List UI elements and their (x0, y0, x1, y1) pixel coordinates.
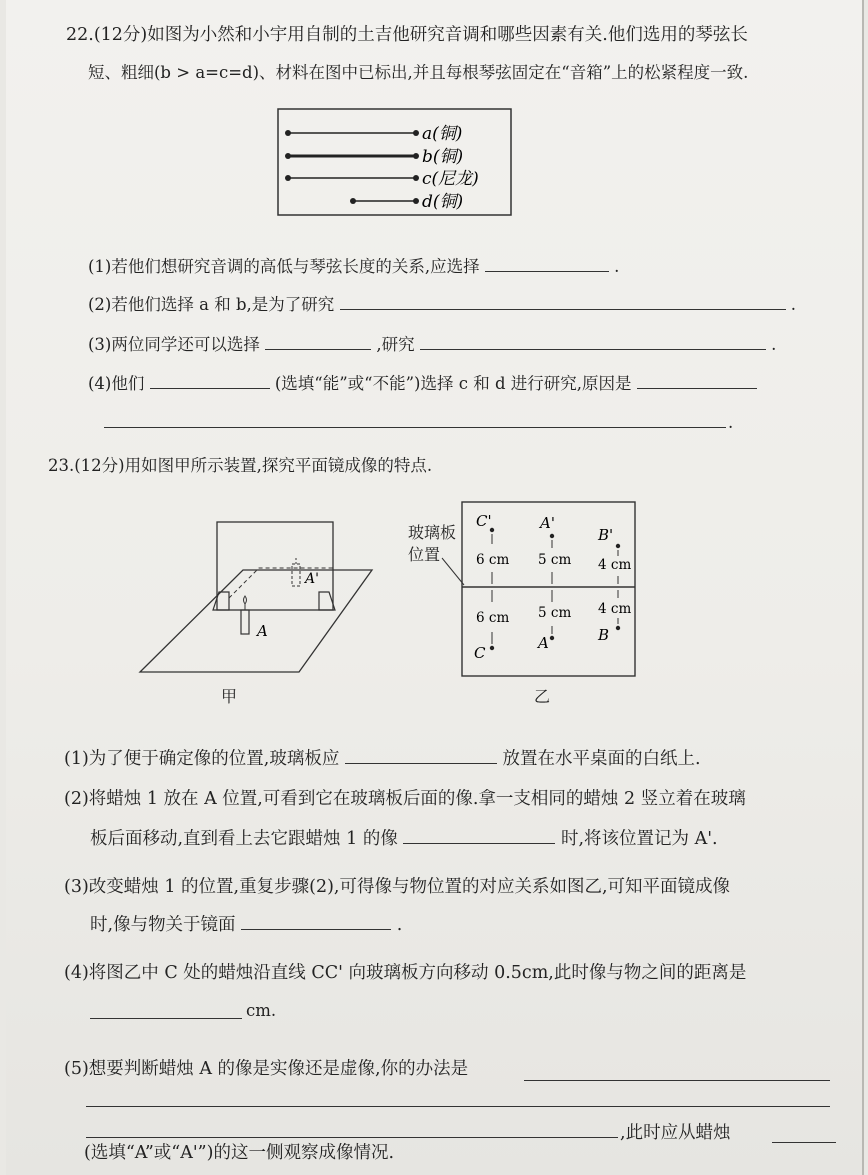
q23-sub5-line3-right: ,此时应从蜡烛 (620, 1123, 731, 1143)
q23-sub2-line1: (2)将蜡烛 1 放在 A 位置,可看到它在玻璃板后面的像.拿一支相同的蜡烛 2 竖立着在玻璃 (64, 789, 746, 809)
q23-sub1: (1)为了便于确定像的位置,玻璃板应 放置在水平桌面的白纸上. (64, 749, 701, 769)
yi-label-A: A (538, 634, 549, 652)
glass-label-2: 位置 (408, 545, 441, 564)
yi-dist-top-a: 5 cm (538, 552, 572, 568)
q22-sub2-blank[interactable] (340, 295, 786, 310)
q22-sub2: (2)若他们选择 a 和 b,是为了研究 . (88, 295, 797, 314)
q23-sub5-line3-left: (选填“A”或“A'”)的这一侧观察成像情况. (84, 1143, 395, 1163)
q22-sub4: (4)他们 (选填“能”或“不能”)选择 c 和 d 进行研究,原因是 (88, 373, 757, 395)
yi-label-A-prime: A' (540, 514, 555, 532)
q23-sub5-blank-4[interactable] (772, 1142, 836, 1143)
q22-sub3-blank-2[interactable] (420, 335, 766, 350)
yi-dist-top-c: 6 cm (476, 552, 510, 568)
q22-sub4-blank-1[interactable] (150, 374, 270, 389)
jia-label-A-prime: A' (305, 571, 319, 587)
q22-sub4-blank-2[interactable] (637, 374, 757, 389)
yi-dist-bottom-a: 5 cm (538, 605, 572, 621)
q22-sub3: (3)两位同学还可以选择 ,研究 . (88, 335, 777, 354)
q23-sub5-blank-3[interactable] (86, 1137, 618, 1138)
string-a-label: a(铜) (422, 124, 463, 144)
yi-label-B-prime: B' (598, 526, 614, 544)
q23-sub5-blank-2[interactable] (86, 1106, 830, 1107)
q23-sub5-blank-1[interactable] (524, 1080, 830, 1081)
q23-sub3-line2: 时,像与物关于镜面 . (90, 915, 403, 935)
q22-header: 22.(12分)如图为小然和小宇用自制的土吉他研究音调和哪些因素有关.他们选用的琴弦长 (66, 25, 748, 45)
q22-sub3-blank-1[interactable] (265, 335, 371, 350)
guitar-figure (270, 105, 520, 220)
q23-sub4-unit: cm. (246, 1001, 277, 1020)
yi-dist-top-b: 4 cm (598, 557, 632, 573)
figure-yi-caption: 乙 (534, 687, 551, 706)
yi-dist-bottom-c: 6 cm (476, 610, 510, 626)
figure-yi (440, 498, 645, 680)
glass-label-1: 玻璃板 (408, 523, 457, 542)
string-d-label: d(铜) (422, 192, 464, 212)
q23-sub3-line1: (3)改变蜡烛 1 的位置,重复步骤(2),可得像与物位置的对应关系如图乙,可知平面镜成像 (64, 877, 731, 897)
q23-header: 23.(12分)用如图甲所示装置,探究平面镜成像的特点. (48, 456, 433, 475)
q22-sub1: (1)若他们想研究音调的高低与琴弦长度的关系,应选择 . (88, 257, 620, 276)
q22-sub1-blank[interactable] (485, 257, 609, 272)
q22-sub4-end: . (728, 413, 734, 432)
yi-label-B: B (598, 626, 610, 644)
q23-sub2-line2: 板后面移动,直到看上去它跟蜡烛 1 的像 时,将该位置记为 A'. (90, 829, 718, 849)
jia-label-A: A (257, 622, 268, 640)
q23-sub3-blank[interactable] (241, 915, 391, 930)
figure-jia (135, 518, 380, 678)
q22-sub4-blank-3[interactable] (104, 427, 726, 428)
yi-label-C-prime: C' (476, 512, 492, 530)
q23-sub4-blank[interactable] (90, 1018, 242, 1019)
yi-label-C: C (474, 644, 486, 662)
q23-sub5-line1: (5)想要判断蜡烛 A 的像是实像还是虚像,你的办法是 (64, 1059, 469, 1079)
figure-jia-caption: 甲 (221, 687, 238, 706)
q23-sub4-line1: (4)将图乙中 C 处的蜡烛沿直线 CC' 向玻璃板方向移动 0.5cm,此时像与物之间的距离是 (64, 963, 747, 983)
q23-sub2-blank[interactable] (403, 829, 555, 844)
q22-line2: 短、粗细(b > a=c=d)、材料在图中已标出,并且每根琴弦固定在“音箱”上的松紧程度一致. (88, 63, 749, 82)
q23-sub1-blank[interactable] (345, 749, 497, 764)
string-b-label: b(铜) (422, 147, 464, 167)
string-c-label: c(尼龙) (422, 169, 479, 189)
yi-dist-bottom-b: 4 cm (598, 601, 632, 617)
